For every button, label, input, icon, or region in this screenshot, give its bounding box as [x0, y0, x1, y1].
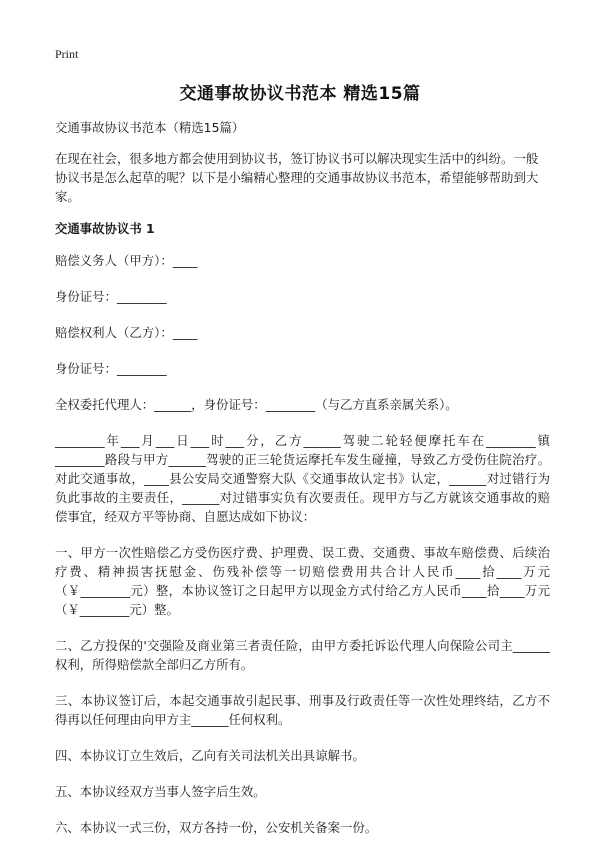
section-heading: 交通事故协议书 1: [55, 221, 155, 236]
clause-4: 四、本协议订立生效后，乙向有关司法机关出具谅解书。: [55, 748, 365, 763]
field-obligee: 赔偿权利人（乙方）：____: [55, 325, 198, 340]
field-obligee-id: 身份证号：________: [55, 361, 167, 376]
field-agent: 全权委托代理人：______，身份证号：________（与乙方直系亲属关系）。: [55, 397, 458, 412]
paragraph-accident-facts: ________年___月___日___时___分，乙方______驾驶二轮轻便摩托车在________镇________路段与甲方______驾驶的正三轮货运摩托车发生碰撞，导致乙方受伤住院治疗。对此交通事故，____县公安局交通警察大队《交通事故认定书》认定，______对过错行为负此事故的主要责任，______对过错事实负有次要责任。现甲方与乙方就该交通事故的赔偿事宜，经双方平等协商、自愿达成如下协议：: [55, 433, 550, 524]
field-obligor: 赔偿义务人（甲方）：____: [55, 253, 198, 268]
clause-2: 二、乙方投保的'交强险及商业第三者责任险，由甲方委托诉讼代理人向保险公司主______权利，所得赔偿款全部归乙方所有。: [55, 638, 550, 672]
clause-3: 三、本协议签订后，本起交通事故引起民事、刑事及行政责任等一次性处理终结，乙方不得再以任何理由向甲方主______任何权利。: [55, 693, 550, 727]
page-title: 交通事故协议书范本 精选15篇: [179, 84, 421, 104]
clause-6: 六、本协议一式三份，双方各持一份，公安机关备案一份。: [55, 820, 378, 835]
document-body: [55, 118, 550, 854]
print-link[interactable]: Print: [55, 47, 79, 61]
field-obligor-id: 身份证号：________: [55, 289, 167, 304]
clause-5: 五、本协议经双方当事人签字后生效。: [55, 784, 266, 799]
intro-paragraph: 在现在社会，很多地方都会使用到协议书，签订协议书可以解决现实生活中的纠纷。一般协议书是怎么起草的呢？以下是小编精心整理的交通事故协议书范本，希望能够帮助到大家。: [55, 151, 539, 204]
clause-1: 一、甲方一次性赔偿乙方受伤医疗费、护理费、误工费、交通费、事故车赔偿费、后续治疗费、精神损害抚慰金、伤残补偿等一切赔偿费用共合计人民币____拾____万元（￥________元）整，本协议签订之日起甲方以现金方式付给乙方人民币____拾____万元（￥________元）整。: [55, 545, 550, 617]
document-subtitle: 交通事故协议书范本（精选15篇）: [55, 120, 245, 135]
